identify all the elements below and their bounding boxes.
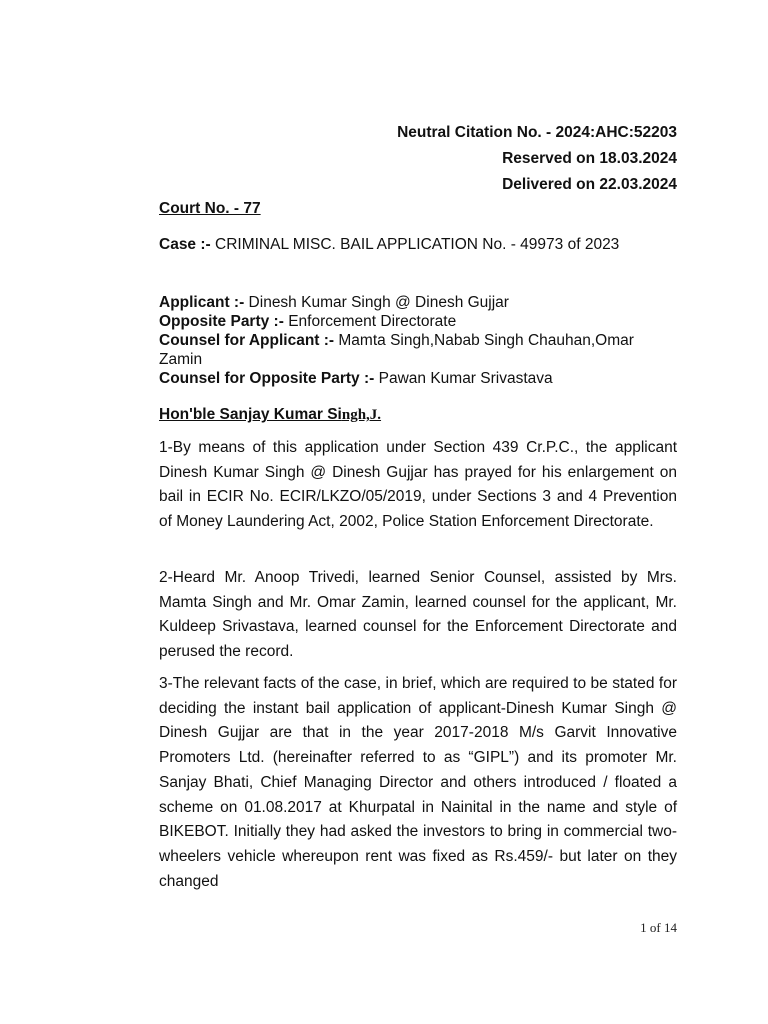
neutral-citation: Neutral Citation No. - 2024:AHC:52203: [397, 124, 677, 141]
applicant-value: Dinesh Kumar Singh @ Dinesh Gujjar: [244, 294, 509, 311]
counsel-opposite-value: Pawan Kumar Srivastava: [374, 370, 553, 387]
paragraph-3: 3-The relevant facts of the case, in brief, which are required to be stated for deciding the instant bail application of applicant-Dinesh Kumar Singh @ Dinesh Gujjar are that in the year 2017-2018 M/s Garvit Innovative Promoters Ltd. (hereinafter referred to as “GIPL”) and its promoter Mr. Sanjay Bhati, Chief Managing Director and others introduced / floated a scheme on 01.08.2017 at Khurpatal in Nainital in the name and style of BIKEBOT. Initially they had asked the investors to bring in commercial two-wheelers vehicle whereupon rent was fixed as Rs.459/- but later on they changed: [159, 675, 677, 890]
opposite-party-value: Enforcement Directorate: [283, 313, 457, 330]
paragraph-2: 2-Heard Mr. Anoop Trivedi, learned Senior Counsel, assisted by Mrs. Mamta Singh and Mr. Omar Zamin, learned counsel for the applicant, Mr. Kuldeep Srivastava, learned counsel for the Enforcement Directorate and perused the record.: [159, 569, 677, 661]
counsel-applicant-row: [159, 331, 677, 369]
applicant-row: [159, 293, 677, 312]
opposite-party-label: Opposite Party :-: [159, 313, 284, 330]
counsel-opposite-label: Counsel for Opposite Party :-: [159, 370, 375, 387]
judge-name-part2: ngh,J.: [341, 407, 382, 423]
counsel-applicant-value: Mamta Singh,Nabab Singh Chauhan,Omar Zamin: [159, 332, 634, 368]
reserved-date: Reserved on 18.03.2024: [502, 150, 677, 167]
judgment-header: [397, 120, 677, 198]
judge-name: [159, 405, 677, 425]
opposite-party-row: [159, 312, 677, 331]
parties-block: [159, 293, 677, 388]
paragraph-1: 1-By means of this application under Section 439 Cr.P.C., the applicant Dinesh Kumar Singh @ Dinesh Gujjar has prayed for his enlargement on bail in ECIR No. ECIR/LKZO/05/2019, under Sections 3 and 4 Prevention of Money Laundering Act, 2002, Police Station Enforcement Directorate.: [159, 439, 677, 531]
court-number: Court No. - 77: [159, 200, 261, 217]
applicant-label: Applicant :-: [159, 294, 245, 311]
page-number: 1 of 14: [640, 920, 677, 935]
case-label: Case :-: [159, 236, 211, 253]
case-value: CRIMINAL MISC. BAIL APPLICATION No. - 49973 of 2023: [210, 236, 620, 253]
judge-name-part1: Hon'ble Sanjay Kumar Si: [159, 406, 342, 423]
case-line: [159, 235, 677, 254]
counsel-applicant-label: Counsel for Applicant :-: [159, 332, 335, 349]
counsel-opposite-row: [159, 369, 677, 388]
delivered-date: Delivered on 22.03.2024: [502, 176, 677, 193]
